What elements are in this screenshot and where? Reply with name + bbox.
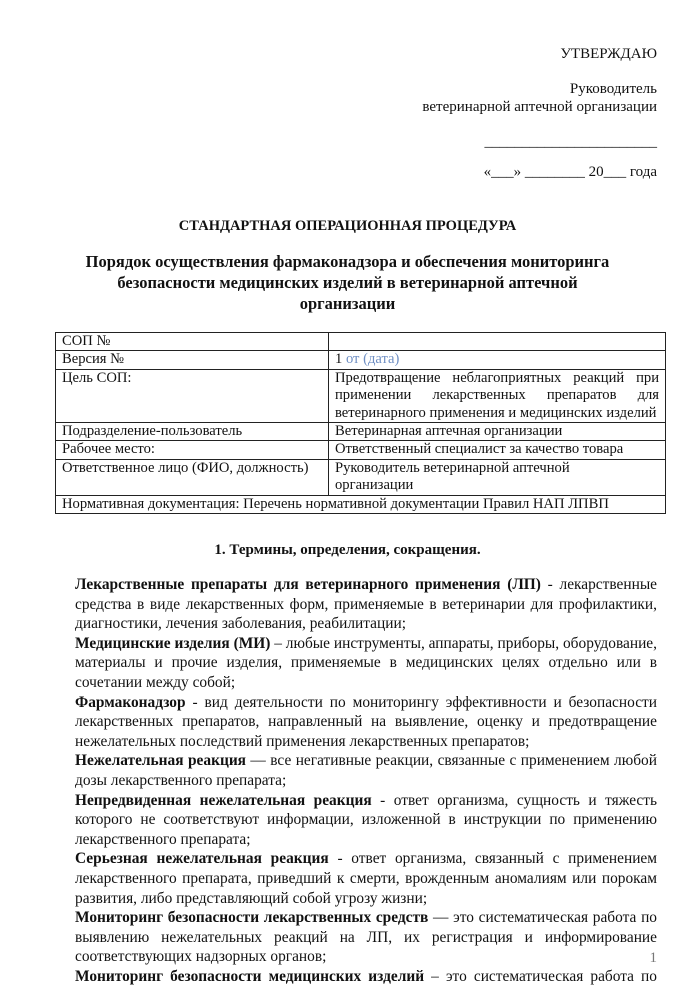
definition-item [75, 751, 657, 790]
table-row [56, 459, 666, 495]
row-value [329, 333, 666, 351]
document-title: Порядок осуществления фармаконадзора и обеспечения мониторинга безопасности медицинских изделий в ветеринарной аптечной организации [85, 252, 610, 313]
definition-term: Лекарственные препараты для ветеринарного применения (ЛП) [75, 576, 541, 593]
table-row [56, 333, 666, 351]
row-value: Ответственный специалист за качество товара [329, 441, 666, 459]
definition-item [75, 634, 657, 693]
definition-text: - лекарственные средства в виде лекарственных форм, применяемые в ветеринарии для профилактики, диагностики, лечения заболевания, реабилитации; [75, 576, 657, 633]
table-row [56, 441, 666, 459]
definition-item [75, 693, 657, 752]
definition-text: — все негативные реакции, связанные с применением любой дозы лекарственного препарата; [75, 752, 657, 789]
row-value: Ветеринарная аптечная организации [329, 423, 666, 441]
definition-item [75, 908, 657, 967]
approval-date-line: «___» ________ 20___ года [483, 164, 657, 180]
definition-term: Серьезная нежелательная реакция [75, 850, 329, 868]
definition-term: Фармаконадзор [75, 693, 186, 711]
version-number: 1 [335, 351, 343, 368]
definition-term: Медицинские изделия (МИ) [75, 634, 271, 652]
definition-term: Мониторинг безопасности медицинских изделий [75, 967, 425, 985]
row-label: Рабочее место: [56, 441, 329, 459]
approval-position-line1: Руководитель [569, 81, 657, 97]
definition-text: - ответ организма, сущность и тяжесть которого не соответствуют информации, изложенной в инструкции по применению лекарственного препарата; [75, 791, 657, 848]
row-label: Подразделение-пользователь [56, 423, 329, 441]
table-row [56, 351, 666, 369]
document-type: СТАНДАРТНАЯ ОПЕРАЦИОННАЯ ПРОЦЕДУРА [178, 218, 517, 234]
table-row [56, 369, 666, 422]
table-footer-row [56, 495, 666, 513]
definition-term: Мониторинг безопасности лекарственных средств [75, 909, 429, 927]
definition-term: Нежелательная реакция [75, 752, 247, 770]
definition-text: — это систематическая работа по выявлению нежелательных реакций на ЛП, их регистрация и информирование соответствующих надзорных органов; [75, 909, 658, 966]
row-value: Руководитель ветеринарной аптечной организации [329, 459, 666, 495]
row-label: СОП № [56, 333, 329, 351]
normative-docs: Нормативная документация: Перечень нормативной документации Правил НАП ЛПВП [56, 495, 666, 513]
section-heading: 1. Термины, определения, сокращения. [214, 542, 481, 558]
definition-item [75, 967, 657, 987]
signature-line: _______________________ [484, 134, 657, 150]
definition-item [75, 849, 657, 908]
row-value [329, 351, 666, 369]
row-label: Версия № [56, 351, 329, 369]
definition-item [75, 791, 657, 850]
definition-text: – любые инструменты, аппараты, приборы, оборудование, материалы и прочие изделия, применяемые в медицинских целях отдельно или в сочетании между собой; [75, 634, 657, 691]
version-date-placeholder: от (дата) [345, 351, 400, 368]
table-row [56, 423, 666, 441]
row-label: Ответственное лицо (ФИО, должность) [56, 459, 329, 495]
definition-term: Непредвиденная нежелательная реакция [75, 791, 372, 809]
definition-text: – это систематическая работа по [424, 967, 657, 985]
page-number: 1 [649, 950, 657, 966]
approval-position-line2: ветеринарной аптечной организации [422, 99, 657, 115]
sop-info-table [55, 332, 666, 514]
definition-text: - ответ организма, связанный с применением лекарственного препарата, приведший к смерти, врожденным аномалиям или порокам развития, либо представляющий собой угрозу жизни; [75, 850, 657, 907]
row-label: Цель СОП: [56, 369, 329, 422]
approval-heading: УТВЕРЖДАЮ [560, 46, 657, 62]
row-value: Предотвращение неблагоприятных реакций при применении лекарственных препаратов для ветеринарного применения и медицинских изделий [329, 369, 666, 422]
definitions-list [75, 575, 657, 986]
definition-text: - вид деятельности по мониторингу эффективности и безопасности лекарственных препаратов, направленный на выявление, оценку и предотвращение нежелательных последствий применения лекарственных препаратов; [75, 693, 657, 750]
definition-item [75, 575, 657, 634]
